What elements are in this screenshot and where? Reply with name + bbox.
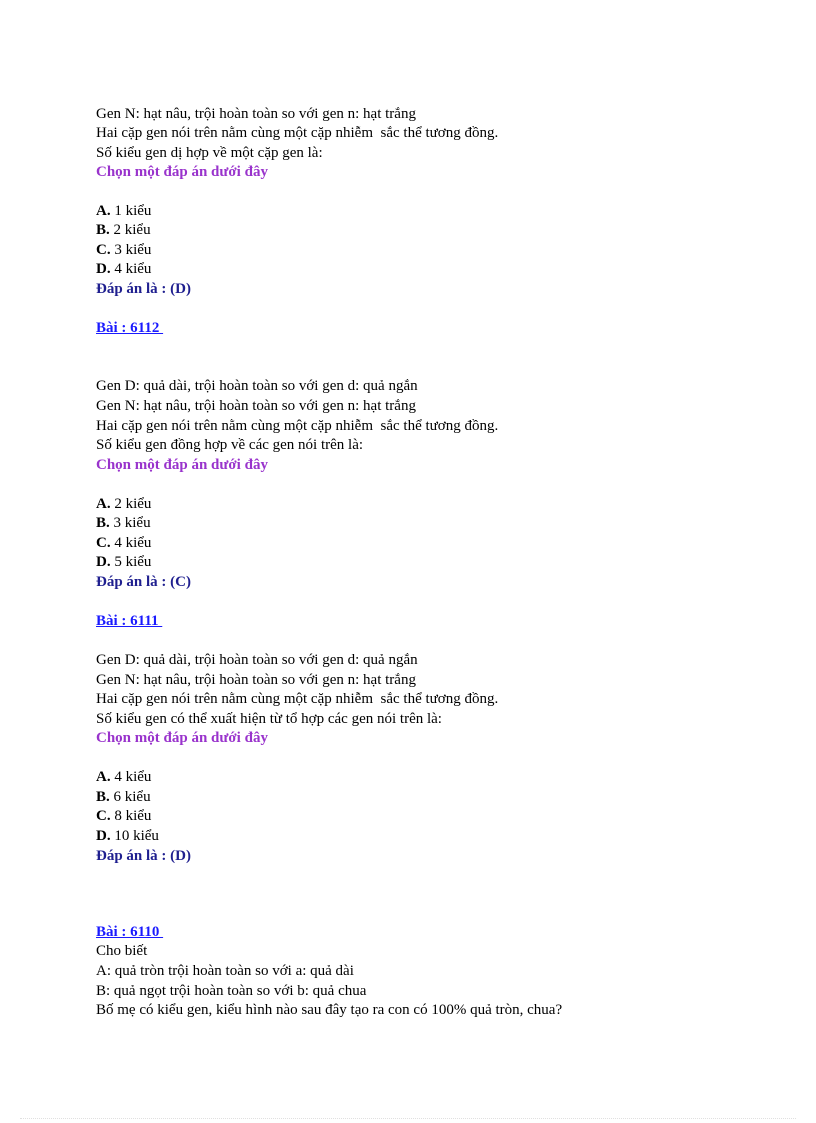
- question-title-link[interactable]: Bài : 6112: [96, 320, 164, 336]
- option-text: 1 kiểu: [110, 203, 152, 219]
- question-text-line: Gen N: hạt nâu, trội hoàn toàn so với gen n: hạt trắng: [96, 398, 416, 414]
- answer-option-d: [96, 553, 151, 572]
- option-text: 5 kiểu: [110, 554, 152, 570]
- page-bottom-divider: [20, 1118, 796, 1119]
- answer-option-d: [96, 827, 159, 846]
- answer-option-a: [96, 495, 151, 514]
- option-letter: C.: [96, 242, 111, 258]
- correct-answer: Đáp án là : (D): [96, 281, 192, 297]
- option-text: 4 kiểu: [110, 535, 152, 551]
- option-text: 8 kiểu: [110, 808, 152, 824]
- option-text: 10 kiểu: [110, 828, 159, 844]
- answer-option-c: [96, 241, 151, 260]
- question-text-line: B: quả ngọt trội hoàn toàn so với b: quả chua: [96, 983, 367, 999]
- answer-option-c: [96, 534, 151, 553]
- answer-option-b: [96, 221, 151, 240]
- correct-answer: Đáp án là : (D): [96, 848, 192, 864]
- question-title-link[interactable]: Bài : 6111: [96, 613, 163, 629]
- option-letter: A.: [96, 769, 111, 785]
- choose-answer-prompt: Chọn một đáp án dưới đây: [96, 164, 268, 180]
- option-letter: A.: [96, 203, 111, 219]
- option-text: 4 kiểu: [110, 769, 152, 785]
- option-text: 6 kiểu: [109, 789, 151, 805]
- question-text-line: Gen D: quả dài, trội hoàn toàn so với gen d: quả ngắn: [96, 378, 418, 394]
- answer-option-d: [96, 260, 151, 279]
- option-letter: B.: [96, 222, 110, 238]
- question-text-line: A: quả tròn trội hoàn toàn so với a: quả dài: [96, 963, 354, 979]
- question-text-line: Hai cặp gen nói trên nằm cùng một cặp nhiễm sắc thể tương đồng.: [96, 125, 499, 141]
- question-text-line: Số kiểu gen đồng hợp về các gen nói trên là:: [96, 437, 364, 453]
- question-text-line: Hai cặp gen nói trên nằm cùng một cặp nhiễm sắc thể tương đồng.: [96, 418, 499, 434]
- option-letter: C.: [96, 808, 111, 824]
- option-letter: D.: [96, 828, 111, 844]
- option-letter: D.: [96, 261, 111, 277]
- option-text: 3 kiểu: [109, 515, 151, 531]
- question-text-line: Số kiểu gen dị hợp về một cặp gen là:: [96, 145, 323, 161]
- choose-answer-prompt: Chọn một đáp án dưới đây: [96, 730, 268, 746]
- question-text-line: Gen N: hạt nâu, trội hoàn toàn so với gen n: hạt trắng: [96, 106, 416, 122]
- answer-option-b: [96, 514, 151, 533]
- option-text: 2 kiểu: [110, 496, 152, 512]
- option-letter: D.: [96, 554, 111, 570]
- option-letter: C.: [96, 535, 111, 551]
- question-text-line: Gen D: quả dài, trội hoàn toàn so với gen d: quả ngắn: [96, 652, 418, 668]
- option-text: 3 kiểu: [110, 242, 152, 258]
- answer-option-a: [96, 768, 151, 787]
- option-text: 4 kiểu: [110, 261, 152, 277]
- correct-answer: Đáp án là : (C): [96, 574, 192, 590]
- choose-answer-prompt: Chọn một đáp án dưới đây: [96, 457, 268, 473]
- option-letter: A.: [96, 496, 111, 512]
- answer-option-c: [96, 807, 151, 826]
- question-text-line: Gen N: hạt nâu, trội hoàn toàn so với gen n: hạt trắng: [96, 672, 416, 688]
- question-text-line: Hai cặp gen nói trên nằm cùng một cặp nhiễm sắc thể tương đồng.: [96, 691, 499, 707]
- option-letter: B.: [96, 515, 110, 531]
- answer-option-a: [96, 202, 151, 221]
- question-text-line: Bố mẹ có kiểu gen, kiểu hình nào sau đây tạo ra con có 100% quả tròn, chua?: [96, 1002, 563, 1018]
- option-letter: B.: [96, 789, 110, 805]
- question-title-link[interactable]: Bài : 6110: [96, 924, 164, 940]
- question-text-line: Cho biết: [96, 943, 148, 959]
- answer-option-b: [96, 788, 151, 807]
- option-text: 2 kiểu: [109, 222, 151, 238]
- question-text-line: Số kiểu gen có thể xuất hiện từ tổ hợp các gen nói trên là:: [96, 711, 442, 727]
